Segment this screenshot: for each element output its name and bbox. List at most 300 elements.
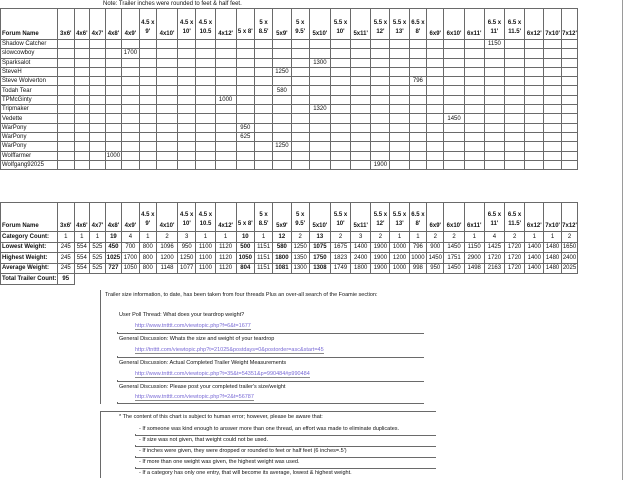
weight-cell	[178, 114, 196, 123]
summary-value: 1	[215, 232, 236, 243]
weight-cell	[254, 105, 272, 114]
weight-cell	[525, 86, 544, 95]
weight-cell	[122, 151, 139, 160]
summary-value: 1480	[544, 253, 561, 264]
weight-cell	[330, 67, 350, 76]
weight-cell	[74, 58, 90, 67]
summary-value: 796	[409, 242, 426, 253]
summary-value: 1	[139, 232, 156, 243]
forum-name-cell: slowcowboy	[1, 49, 58, 58]
summary-value: 900	[427, 242, 444, 253]
weight-cell	[139, 160, 156, 169]
weight-cell	[58, 67, 75, 76]
weight-cell	[309, 123, 330, 132]
size-column-header: 6x10'	[444, 9, 464, 40]
weight-cell	[351, 49, 371, 58]
weight-cell	[273, 105, 291, 114]
summary-value: 1400	[525, 242, 544, 253]
weight-cell: 580	[273, 86, 291, 95]
weight-cell	[156, 142, 177, 151]
weight-cell	[254, 77, 272, 86]
summary-value: 2	[561, 232, 578, 243]
weight-cell	[409, 40, 426, 49]
size-column-header: 3x6'	[58, 9, 75, 40]
size-column-header: 6.5 x 8'	[409, 9, 426, 40]
weight-cell	[444, 151, 464, 160]
weight-cell	[254, 58, 272, 67]
weight-cell	[90, 40, 106, 49]
weight-cell	[236, 95, 254, 104]
summary-value: 1800	[273, 253, 291, 264]
summary-value: 245	[58, 263, 75, 274]
table-row	[1, 132, 578, 141]
summary-value: 1	[196, 232, 215, 243]
size-column-header: 4x8'	[105, 9, 122, 40]
weight-cell	[309, 95, 330, 104]
summary-value: 1075	[309, 242, 330, 253]
weight-cell	[444, 40, 464, 49]
summary-value: 1300	[291, 263, 309, 274]
weight-cell	[505, 114, 525, 123]
weight-cell	[351, 95, 371, 104]
weight-cell	[464, 77, 484, 86]
weight-cell	[409, 132, 426, 141]
summary-value: 1200	[390, 253, 409, 264]
size-column-header: 4x6'	[74, 203, 90, 232]
summary-row	[1, 232, 578, 243]
thread-4-link[interactable]: http://www.tntttt.com/viewtopic.php?f=2&t=56787	[135, 394, 254, 400]
weight-cell	[122, 95, 139, 104]
weight-cell	[58, 114, 75, 123]
weight-cell	[484, 77, 504, 86]
weight-cell	[122, 123, 139, 132]
weight-cell	[464, 40, 484, 49]
weight-cell	[156, 114, 177, 123]
weight-cell	[236, 151, 254, 160]
summary-value: 950	[178, 242, 196, 253]
weight-cell	[74, 160, 90, 169]
weight-cell	[561, 151, 578, 160]
weight-cell	[215, 151, 236, 160]
size-column-header: 4.5 x 10.5	[196, 203, 215, 232]
weight-cell	[309, 86, 330, 95]
weight-cell	[444, 58, 464, 67]
table-row	[1, 105, 578, 114]
weight-cell	[351, 77, 371, 86]
weight-cell	[409, 151, 426, 160]
table-row	[1, 58, 578, 67]
size-column-header: 4x10'	[156, 203, 177, 232]
weight-cell	[105, 40, 122, 49]
weight-cell	[215, 160, 236, 169]
weight-cell	[178, 58, 196, 67]
weight-cell	[196, 49, 215, 58]
summary-value: 245	[58, 242, 75, 253]
weight-cell	[330, 95, 350, 104]
summary-value: 700	[122, 242, 139, 253]
summary-value: 1200	[156, 253, 177, 264]
weight-cell	[505, 160, 525, 169]
disclaimer-bullet: - If inches were given, they were dropped or rounded to feet or half feet (6 inches=.5')	[139, 448, 347, 454]
summary-value: 1000	[409, 253, 426, 264]
weight-cell	[156, 132, 177, 141]
weight-cell	[427, 105, 444, 114]
thread-1-link[interactable]: http://www.tntttt.com/viewtopic.php?f=6&t=1677	[135, 323, 251, 329]
summary-value: 2400	[351, 253, 371, 264]
size-column-header: 5x9'	[273, 9, 291, 40]
weight-cell	[309, 142, 330, 151]
weight-cell	[273, 132, 291, 141]
weight-cell	[371, 151, 390, 160]
thread-2-link[interactable]: http://tntttt.com/viewtopic.php?t=21025&postdays=0&postorder=asc&start=45	[135, 347, 324, 353]
weight-cell	[371, 67, 390, 76]
weight-cell	[544, 123, 561, 132]
weight-cell	[561, 160, 578, 169]
size-column-header: 7x10'	[544, 203, 561, 232]
weight-cell	[273, 77, 291, 86]
rounding-note: Note: Trailer inches were rounded to feet & half feet.	[103, 1, 242, 7]
summary-value: 1250	[291, 242, 309, 253]
weight-cell	[105, 49, 122, 58]
weight-cell	[561, 132, 578, 141]
forum-name-cell: Wolfgang92025	[1, 160, 58, 169]
weight-cell	[273, 58, 291, 67]
weight-cell	[544, 151, 561, 160]
weight-cell	[309, 160, 330, 169]
total-count-value: 95	[58, 274, 75, 285]
size-column-header: 4x9'	[122, 203, 139, 232]
weight-cell	[390, 95, 409, 104]
weight-cell	[254, 132, 272, 141]
weight-cell: 950	[236, 123, 254, 132]
weight-cell	[122, 132, 139, 141]
weight-cell	[330, 132, 350, 141]
summary-value: 1151	[254, 263, 272, 274]
summary-value: 2025	[561, 263, 578, 274]
summary-value: 1308	[309, 263, 330, 274]
summary-value: 1400	[525, 253, 544, 264]
summary-value: 1900	[371, 263, 390, 274]
summary-value: 1823	[330, 253, 350, 264]
weight-cell	[178, 123, 196, 132]
summary-value: 2	[444, 232, 464, 243]
summary-value: 1	[464, 232, 484, 243]
weight-cell	[196, 123, 215, 132]
summary-value: 1720	[505, 242, 525, 253]
weight-cell: 625	[236, 132, 254, 141]
weight-cell	[544, 86, 561, 95]
disclaimer-bullet: - If more than one weight was given, the highest weight was used.	[139, 459, 300, 465]
weight-cell	[484, 49, 504, 58]
weight-cell	[90, 95, 106, 104]
weight-cell	[254, 86, 272, 95]
weight-cell	[273, 123, 291, 132]
weight-cell	[464, 58, 484, 67]
summary-value: 1100	[196, 253, 215, 264]
weight-cell	[178, 67, 196, 76]
weight-cell	[484, 58, 504, 67]
summary-table	[0, 202, 578, 285]
size-column-header: 4x7'	[90, 9, 106, 40]
summary-value: 1250	[178, 253, 196, 264]
table-row	[1, 86, 578, 95]
weight-cell	[444, 86, 464, 95]
weight-cell	[236, 58, 254, 67]
forum-name-cell: Steve Wolverton	[1, 77, 58, 86]
size-column-header: 5x11'	[351, 9, 371, 40]
weight-cell	[351, 67, 371, 76]
table-row	[1, 114, 578, 123]
weight-cell	[105, 67, 122, 76]
weight-cell	[74, 105, 90, 114]
weight-cell: 1000	[106, 152, 121, 159]
weight-cell	[254, 95, 272, 104]
table-row	[1, 123, 578, 132]
summary-label: Lowest Weight:	[1, 242, 58, 253]
weight-cell	[544, 160, 561, 169]
size-column-header: 7x10'	[544, 9, 561, 40]
weight-cell	[390, 40, 409, 49]
summary-value: 1151	[254, 253, 272, 264]
weight-cell	[525, 40, 544, 49]
size-column-header: 5x11'	[351, 203, 371, 232]
forum-name-cell: Wolffarmer	[1, 151, 58, 160]
weight-cell	[427, 160, 444, 169]
weight-cell	[561, 40, 578, 49]
weight-cell	[390, 77, 409, 86]
size-column-header: 6x11'	[464, 203, 484, 232]
weight-cell	[561, 123, 578, 132]
weight-cell	[122, 105, 139, 114]
weight-cell	[561, 49, 578, 58]
summary-value: 19	[105, 232, 122, 243]
size-column-header: 6.5 x 8'	[409, 203, 426, 232]
weight-cell	[444, 160, 464, 169]
weight-cell	[309, 77, 330, 86]
summary-value: 800	[139, 253, 156, 264]
summary-value: 10	[236, 232, 254, 243]
size-column-header: 5 x 8.5'	[254, 203, 272, 232]
weight-cell	[58, 151, 75, 160]
size-column-header: 4x10'	[156, 9, 177, 40]
summary-value: 1675	[330, 242, 350, 253]
size-column-header: 4x8'	[105, 203, 122, 232]
weight-cell	[464, 95, 484, 104]
summary-value: 1450	[427, 253, 444, 264]
summary-value: 1720	[484, 253, 504, 264]
summary-value: 245	[58, 253, 75, 264]
summary-value: 1900	[371, 242, 390, 253]
table-row	[1, 40, 578, 49]
weight-cell	[351, 86, 371, 95]
weight-cell	[236, 49, 254, 58]
weight-cell	[484, 142, 504, 151]
weight-cell	[236, 77, 254, 86]
disclaimer-bullet: - If a category has only one entry, that will become its average, lowest & highest weight.	[139, 470, 352, 476]
forum-name-cell: Sparksalot	[1, 58, 58, 67]
weight-cell	[484, 105, 504, 114]
summary-value: 1000	[390, 242, 409, 253]
summary-value: 2	[291, 232, 309, 243]
weight-cell	[330, 160, 350, 169]
weight-cell	[90, 86, 106, 95]
sources-section	[100, 290, 521, 404]
weight-cell	[464, 123, 484, 132]
weight-cell	[105, 86, 122, 95]
weight-cell	[544, 132, 561, 141]
weight-cell	[215, 67, 236, 76]
weight-cell: 1320	[309, 105, 330, 114]
weight-cell	[105, 105, 122, 114]
summary-value: 1120	[215, 263, 236, 274]
weight-cell	[291, 114, 309, 123]
weight-cell	[544, 67, 561, 76]
weight-cell	[427, 67, 444, 76]
size-column-header: 6.5 x 11.5'	[505, 203, 525, 232]
weight-cell	[505, 86, 525, 95]
size-column-header: 4x12'	[215, 9, 236, 40]
weight-cell	[196, 58, 215, 67]
weight-cell	[196, 105, 215, 114]
summary-value: 1720	[505, 253, 525, 264]
summary-value: 1000	[390, 263, 409, 274]
size-column-header: 5x9'	[273, 203, 291, 232]
weight-cell	[105, 160, 122, 169]
weight-cell	[561, 86, 578, 95]
weight-cell	[427, 132, 444, 141]
summary-value: 1	[390, 232, 409, 243]
weight-cell	[178, 40, 196, 49]
size-column-header: 4.5 x 9'	[139, 9, 156, 40]
summary-value: 500	[236, 242, 254, 253]
summary-value: 950	[427, 263, 444, 274]
weight-cell	[122, 58, 139, 67]
weight-cell	[58, 49, 75, 58]
weight-cell	[427, 86, 444, 95]
weight-cell	[484, 95, 504, 104]
weight-cell	[291, 151, 309, 160]
weight-cell	[273, 40, 291, 49]
summary-value: 3	[178, 232, 196, 243]
summary-value: 12	[273, 232, 291, 243]
weight-cell	[351, 142, 371, 151]
table-row	[1, 77, 578, 86]
summary-value: 2	[371, 232, 390, 243]
weight-cell	[139, 86, 156, 95]
summary-value: 1700	[122, 253, 139, 264]
summary-row	[1, 253, 578, 264]
summary-value: 525	[90, 242, 106, 253]
weight-cell	[254, 114, 272, 123]
weight-cell	[484, 86, 504, 95]
weight-cell	[178, 95, 196, 104]
weight-cell	[309, 67, 330, 76]
weight-cell	[196, 77, 215, 86]
weight-cell	[371, 49, 390, 58]
weight-cell	[409, 95, 426, 104]
weight-cell	[291, 132, 309, 141]
weight-cell	[309, 40, 330, 49]
size-column-header: 6.5 x 11.5'	[505, 9, 525, 40]
weight-cell	[215, 132, 236, 141]
weight-cell	[90, 105, 106, 114]
weight-cell	[105, 77, 122, 86]
weight-cell	[273, 160, 291, 169]
weight-cell	[273, 151, 291, 160]
weight-cell	[156, 40, 177, 49]
weight-cell	[351, 132, 371, 141]
weight-cell	[215, 58, 236, 67]
weight-cell	[254, 123, 272, 132]
forum-name-cell: Tripmaker	[1, 105, 58, 114]
summary-value: 1148	[156, 263, 177, 274]
weight-cell	[273, 114, 291, 123]
weight-cell	[196, 114, 215, 123]
weight-cell	[561, 142, 578, 151]
weight-cell: 1250	[273, 142, 291, 151]
weight-cell	[351, 151, 371, 160]
weight-cell	[525, 123, 544, 132]
size-column-header: 5.5 x 10'	[330, 203, 350, 232]
summary-value: 1050	[122, 263, 139, 274]
size-column-header: 4x7'	[90, 203, 106, 232]
weight-cell	[236, 67, 254, 76]
thread-3-title: General Discussion: Actual Completed Trailer Weight Measurements	[119, 360, 287, 366]
summary-value: 1096	[156, 242, 177, 253]
weight-cell	[390, 160, 409, 169]
weight-cell	[58, 123, 75, 132]
weight-cell	[561, 77, 578, 86]
weight-cell	[330, 49, 350, 58]
weight-cell	[215, 40, 236, 49]
weight-cell	[178, 160, 196, 169]
summary-value: 1081	[273, 263, 291, 274]
weight-cell	[464, 86, 484, 95]
weight-cell	[139, 95, 156, 104]
weight-cell	[273, 95, 291, 104]
table-row	[1, 151, 578, 160]
summary-value: 554	[74, 253, 90, 264]
weight-cell	[122, 114, 139, 123]
weight-cell	[330, 105, 350, 114]
weight-cell	[139, 123, 156, 132]
weight-cell	[291, 95, 309, 104]
weight-cell	[74, 132, 90, 141]
table-row	[1, 142, 578, 151]
thread-3-link[interactable]: http://www.tntttt.com/viewtopic.php?t=35&t=54351&p=990484#p990484	[135, 371, 310, 377]
size-column-header: 6x11'	[464, 9, 484, 40]
weight-cell	[561, 114, 578, 123]
weight-cell	[390, 142, 409, 151]
weight-cell	[58, 95, 75, 104]
weight-cell	[178, 86, 196, 95]
weight-cell: 1450	[444, 114, 464, 123]
weight-cell	[105, 58, 122, 67]
summary-value: 4	[484, 232, 504, 243]
forum-name-cell: Vedette	[1, 114, 58, 123]
weight-cell	[139, 58, 156, 67]
summary-value: 727	[105, 263, 122, 274]
weight-cell	[464, 105, 484, 114]
summary-value: 1	[58, 232, 75, 243]
weight-cell	[544, 58, 561, 67]
weight-cell	[291, 67, 309, 76]
weight-cell	[105, 123, 122, 132]
weight-cell	[371, 132, 390, 141]
summary-value: 1151	[254, 242, 272, 253]
size-column-header: 6x12'	[525, 203, 544, 232]
summary-value: 3	[351, 232, 371, 243]
